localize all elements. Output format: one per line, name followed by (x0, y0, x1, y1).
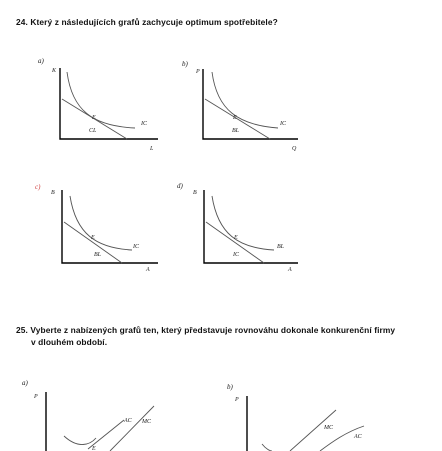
graph-24c (35, 183, 158, 273)
graph-24d (177, 182, 298, 273)
graph-24a-x-label: L (150, 146, 154, 152)
graph-25b (227, 383, 364, 451)
graph-25a-point-label: E (92, 446, 96, 451)
graph-24a-letter: a) (38, 57, 44, 65)
question-25-number: 25. (16, 325, 28, 335)
graph-24d-ic-curve (212, 196, 274, 250)
question-25-line-1 (16, 324, 428, 336)
graph-24c-y-label: B (51, 190, 55, 196)
graph-25a-line-1 (88, 420, 124, 449)
graph-25b-curve (262, 444, 272, 451)
graph-24c-curve-label: IC (133, 244, 139, 250)
graph-24b-line-label: BL (232, 128, 240, 134)
graph-24d-y-label: B (193, 190, 197, 196)
graph-24b-letter: b) (182, 60, 188, 68)
graph-24d-line-label: IC (233, 252, 239, 258)
graph-24a-y-label: K (52, 68, 57, 74)
graph-25a-line-2 (110, 406, 154, 451)
graph-25b-letter: b) (227, 383, 233, 391)
graph-24a-curve-label: IC (141, 121, 147, 127)
graph-24c-letter: c) (35, 183, 41, 191)
graph-24c-budget-line (64, 222, 122, 263)
graph-25a-ac-curve (64, 436, 96, 445)
graph-25a-y-label: P (34, 394, 38, 400)
question-24-text: Který z následujících grafů zachycuje optimum spotřebitele? (30, 17, 278, 27)
graph-24c-point-label: E (91, 235, 95, 241)
graph-24a (38, 57, 158, 152)
graph-24b-axes (203, 69, 298, 139)
question-25 (16, 324, 428, 348)
graph-24d-axes (204, 190, 298, 263)
graph-25a-label-ac: AC (124, 418, 132, 424)
graph-24b-point-label: E (233, 115, 237, 121)
graph-25b-y-label: P (235, 397, 239, 403)
graph-24b-x-label: Q (292, 146, 297, 152)
graph-24c-axes (62, 190, 158, 263)
question-24-number: 24. (16, 17, 28, 27)
graph-25a-label-mc: MC (142, 419, 151, 425)
graph-24b-ic-curve (212, 72, 278, 128)
graph-24a-line-label: CL (89, 128, 97, 134)
graph-24b (182, 60, 298, 152)
graph-24b-curve-label: IC (280, 121, 286, 127)
graph-24c-x-label: A (146, 267, 150, 273)
graph-25b-label-mc: MC (324, 425, 333, 431)
question-25-line-2: v dlouhém období. (31, 337, 108, 347)
graph-25b-label-ac: AC (354, 434, 362, 440)
graph-24a-ic-curve (67, 72, 135, 128)
graph-25a (22, 379, 154, 451)
graph-24d-x-label: A (288, 267, 292, 273)
graph-24d-curve-label: BL (277, 244, 285, 250)
graph-25a-letter: a) (22, 379, 28, 387)
graph-24c-line-label: BL (94, 252, 102, 258)
graph-24d-point-label: E (234, 235, 238, 241)
question-25-text: Vyberte z nabízených grafů ten, který představuje rovnováhu dokonale konkurenční firmy (30, 325, 396, 335)
graph-24c-ic-curve (70, 196, 132, 250)
graph-24a-point-label: E (92, 115, 96, 121)
graph-24b-y-label: P (196, 69, 200, 75)
graph-24d-letter: d) (177, 182, 183, 190)
